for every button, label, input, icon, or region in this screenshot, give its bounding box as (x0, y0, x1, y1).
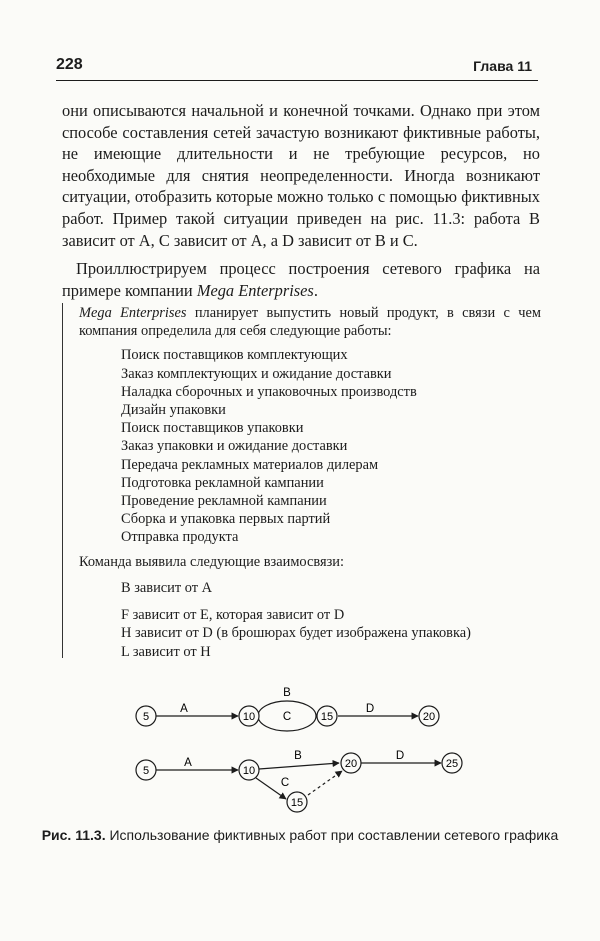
work-item: Отправка продукта (121, 529, 239, 546)
dependency-item: F зависит от E, которая зависит от D (121, 606, 345, 623)
bottom-edge-a-label: A (184, 757, 192, 769)
top-edge-a-label: A (180, 703, 188, 715)
work-item: Наладка сборочных и упаковочных производств (121, 383, 417, 400)
body-paragraph-1: они описываются начальной и конечной точками. Однако при этом способе составления сетей зачастую возникают фиктивные работы, не имеющие длительности и не требующие ресурсов, но необходимые для снятия неопределенности. Иногда возникают ситуации, отобразить которые можно только с помощью фиктивных работ. Пример такой ситуации приведен на рис. 11.3: работа B зависит от A, C зависит от A, а D зависит от B и C. (62, 101, 540, 250)
bottom-edge-b-label: B (294, 750, 302, 762)
dependency-item: H зависит от D (в брошюрах будет изображена упаковка) (121, 625, 471, 642)
top-edge-b-label: B (283, 687, 291, 699)
company-name: Mega Enterprises (196, 280, 314, 300)
header-rule (56, 80, 538, 81)
dependency-item: B зависит от A (121, 579, 213, 596)
work-item: Поиск поставщиков комплектующих (121, 347, 348, 364)
work-list (121, 346, 541, 546)
work-item: Заказ упаковки и ожидание доставки (121, 438, 348, 455)
example-company-name: Mega Enterprises (79, 305, 187, 321)
top-diagram (136, 687, 439, 731)
bottom-edge-d-label: D (395, 750, 405, 762)
bottom-node-5-label: 5 (142, 765, 150, 777)
bottom-edge-b (259, 763, 339, 769)
example-block (62, 303, 541, 661)
bottom-diagram (136, 750, 462, 812)
figure-caption (40, 826, 560, 845)
paragraph-2-end: . (313, 280, 318, 300)
dependency-list (121, 579, 541, 662)
work-item: Сборка и упаковка первых партий (121, 511, 331, 528)
bottom-edge-c-label: C (280, 777, 290, 789)
bottom-node-10-label: 10 (242, 765, 256, 777)
top-node-10-label: 10 (242, 711, 256, 723)
work-item: Проведение рекламной кампании (121, 493, 327, 510)
top-node-5-label: 5 (142, 711, 150, 723)
dependency-item: L зависит от H (121, 644, 211, 661)
paragraph-2-start: Проиллюстрируем процесс построения сетевого графика на примере компании (62, 259, 540, 300)
work-item: Передача рекламных материалов дилерам (121, 456, 379, 473)
bottom-dummy-edge (308, 771, 342, 795)
work-item: Подготовка рекламной кампании (121, 474, 324, 491)
work-item: Поиск поставщиков упаковки (121, 420, 304, 437)
chapter-label: Глава 11 (473, 58, 532, 74)
caption-text: Использование фиктивных работ при составлении сетевого графика (105, 827, 559, 843)
work-item: Заказ комплектующих и ожидание доставки (121, 365, 392, 382)
network-diagram (120, 683, 480, 813)
top-edge-c-label: C (282, 711, 292, 723)
top-node-15-label: 15 (320, 711, 334, 723)
example-intro-text: планирует выпустить новый продукт, в связи с чем компания определила для себя следующие работы: (79, 305, 541, 340)
page-number: 228 (56, 56, 83, 73)
top-node-20-label: 20 (422, 711, 436, 723)
work-item: Дизайн упаковки (121, 402, 226, 419)
top-edge-d-label: D (365, 703, 375, 715)
bottom-node-20-label: 20 (344, 758, 358, 770)
caption-label: Рис. 11.3. (41, 827, 106, 843)
team-line: Команда выявила следующие взаимосвязи: (79, 553, 344, 570)
bottom-node-25-label: 25 (445, 758, 459, 770)
example-intro (79, 304, 541, 340)
bottom-node-15-label: 15 (290, 797, 304, 809)
body-paragraph-2 (62, 258, 540, 301)
